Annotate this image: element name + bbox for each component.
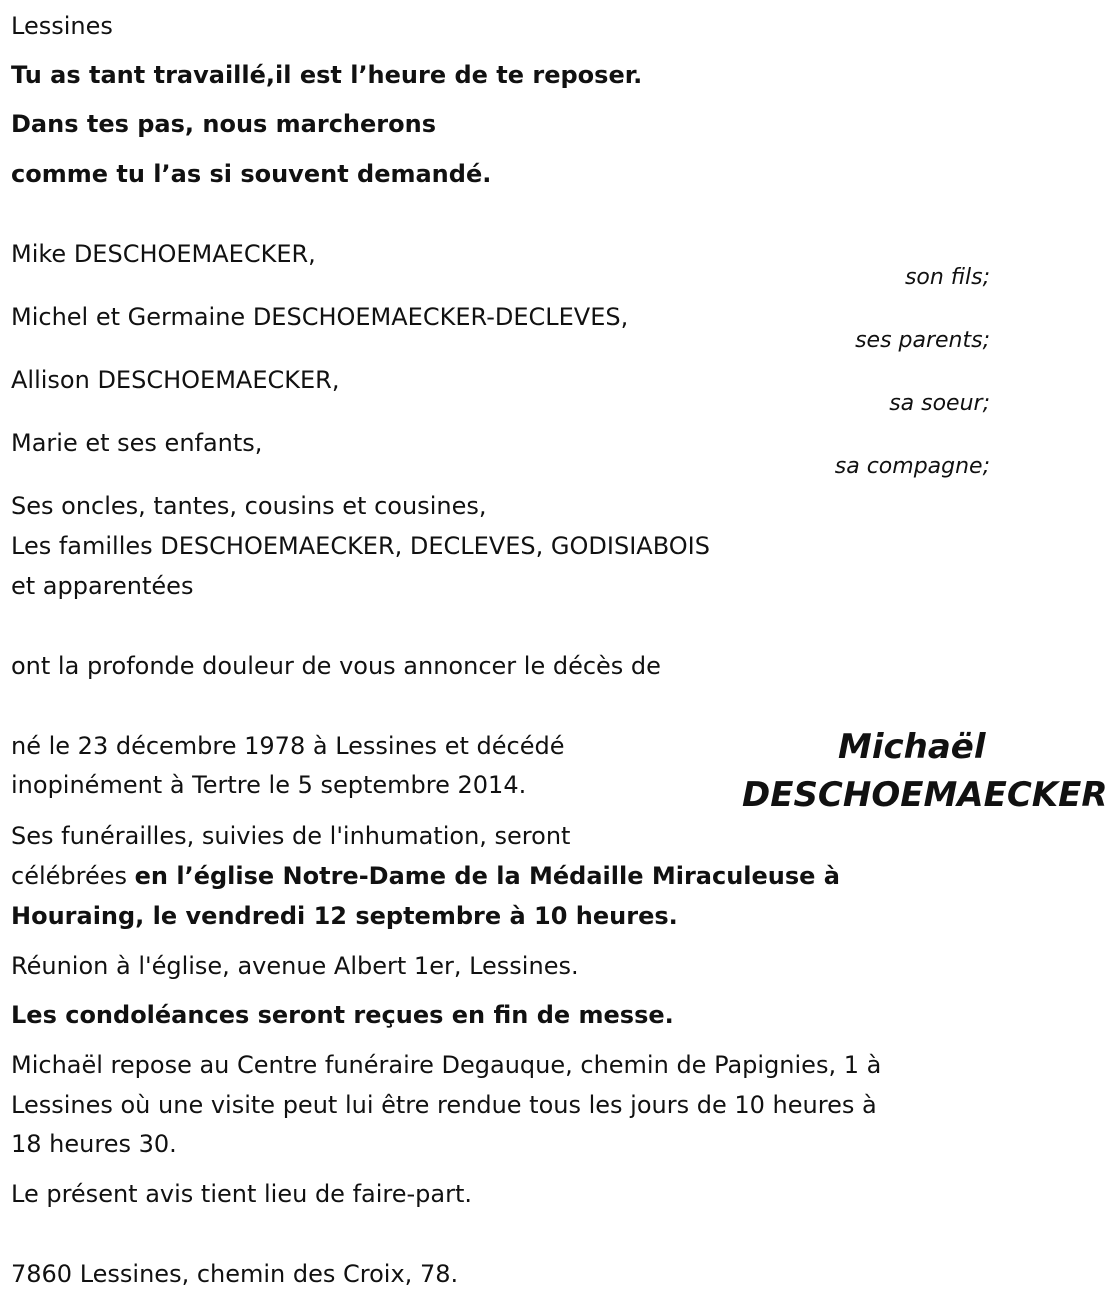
family-relation-3: sa soeur; <box>889 391 990 416</box>
condolences-text: Les condoléances seront reçues en fin de messe. <box>11 1001 674 1029</box>
announcement-text: ont la profonde douleur de vous annoncer le décès de <box>11 652 661 680</box>
poem-line-2: Dans tes pas, nous marcherons <box>11 110 436 138</box>
birth-death-line-1: né le 23 décembre 1978 à Lessines et décédé <box>11 732 565 760</box>
family-relation-2: ses parents; <box>855 328 990 353</box>
funeral-line-2 <box>11 856 840 896</box>
meeting-text: Réunion à l'église, avenue Albert 1er, Lessines. <box>11 952 579 980</box>
extended-family-line-1: Ses oncles, tantes, cousins et cousines, <box>11 492 487 520</box>
family-member-4: Marie et ses enfants, <box>11 429 263 457</box>
deceased-last-name: DESCHOEMAECKER <box>742 775 1108 815</box>
family-member-1: Mike DESCHOEMAECKER, <box>11 240 316 268</box>
rest-line-3: 18 heures 30. <box>11 1130 177 1158</box>
poem-line-3: comme tu l’as si souvent demandé. <box>11 160 492 188</box>
funeral-church: en l’église Notre-Dame de la Médaille Miraculeuse à <box>134 862 841 890</box>
rest-line-1: Michaël repose au Centre funéraire Degauque, chemin de Papignies, 1 à <box>11 1051 882 1079</box>
extended-family-line-3: et apparentées <box>11 572 194 600</box>
poem-line-1: Tu as tant travaillé,il est l’heure de te reposer. <box>11 61 643 89</box>
family-member-2: Michel et Germaine DESCHOEMAECKER-DECLEVES, <box>11 303 629 331</box>
family-relation-1: son fils; <box>904 265 990 290</box>
funeral-line-2-prefix: célébrées <box>11 862 135 890</box>
family-relation-4: sa compagne; <box>834 454 990 479</box>
deceased-first-name: Michaël <box>838 727 986 767</box>
place-heading: Lessines <box>11 12 113 40</box>
rest-line-2: Lessines où une visite peut lui être rendue tous les jours de 10 heures à <box>11 1091 877 1119</box>
funeral-date-time: Houraing, le vendredi 12 septembre à 10 heures. <box>11 902 678 930</box>
notice-text: Le présent avis tient lieu de faire-part. <box>11 1180 473 1208</box>
extended-family-line-2: Les familles DESCHOEMAECKER, DECLEVES, GODISIABOIS <box>11 532 710 560</box>
funeral-line-1: Ses funérailles, suivies de l'inhumation, seront <box>11 822 571 850</box>
address-text: 7860 Lessines, chemin des Croix, 78. <box>11 1260 459 1288</box>
family-member-3: Allison DESCHOEMAECKER, <box>11 366 340 394</box>
birth-death-line-2: inopinément à Tertre le 5 septembre 2014. <box>11 771 527 799</box>
